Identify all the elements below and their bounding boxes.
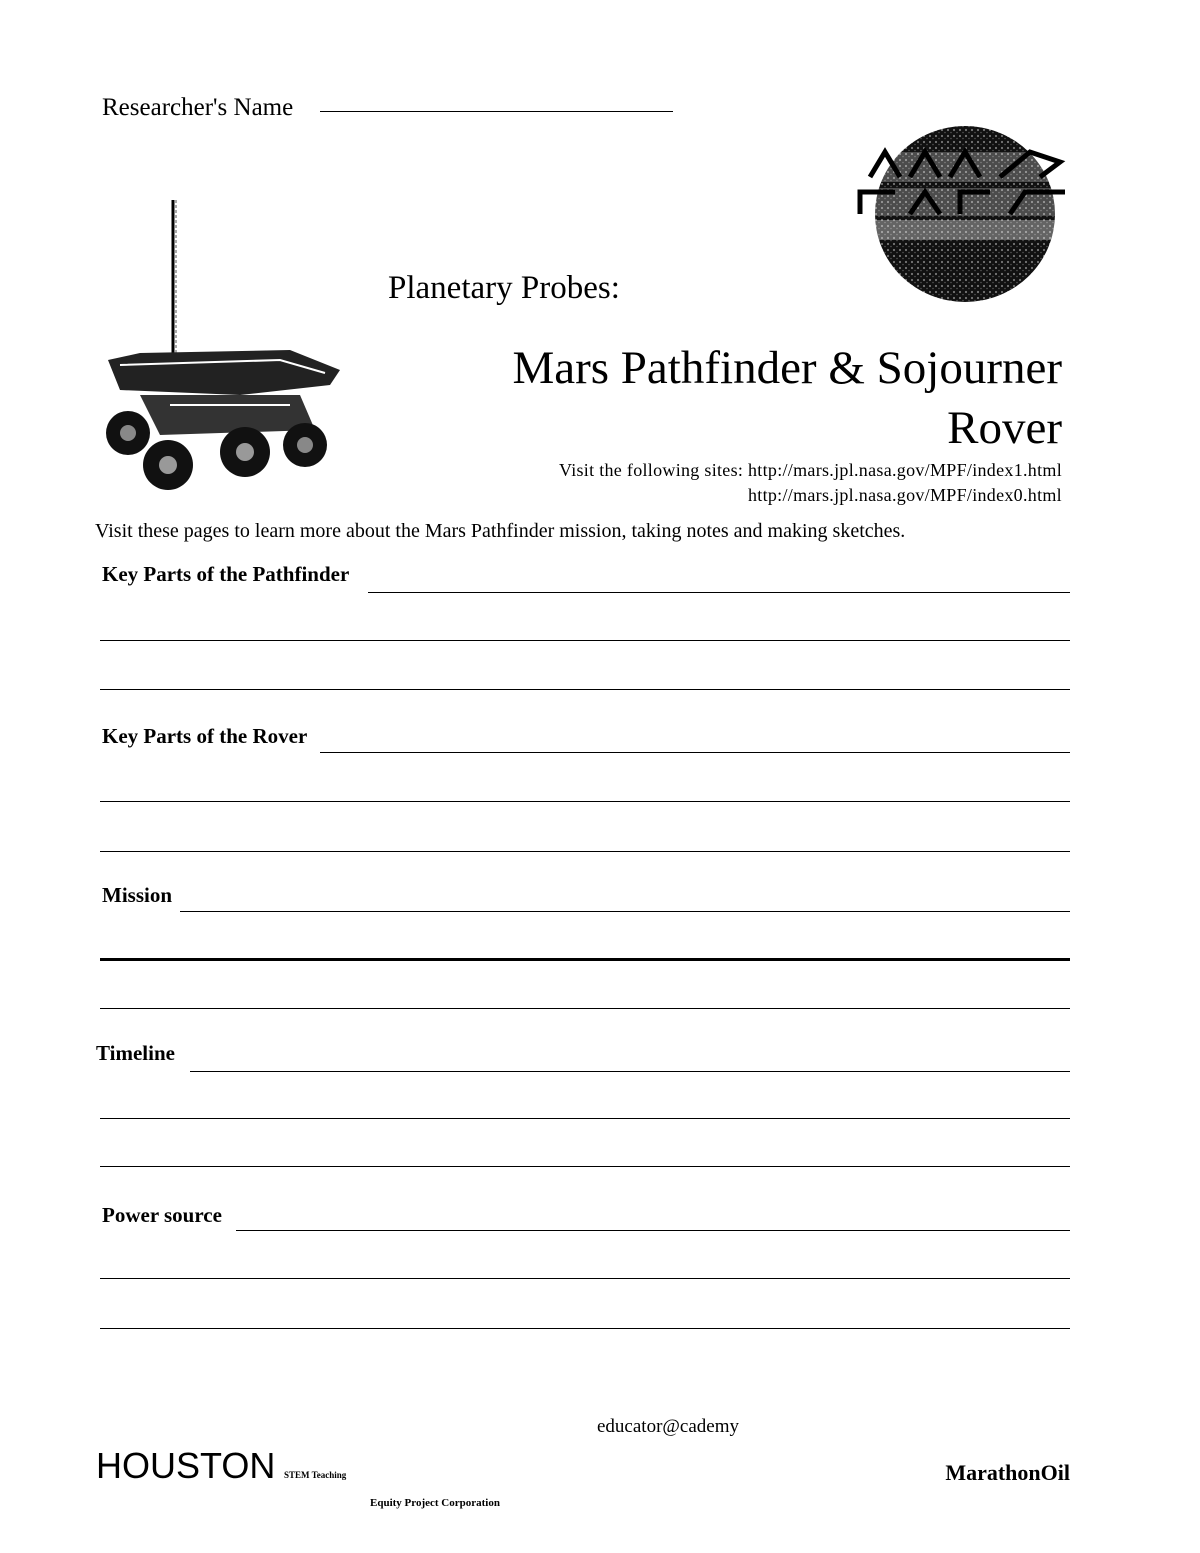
writing-line[interactable] [100,801,1070,802]
section-label-timeline: Timeline [96,1041,175,1065]
writing-line[interactable] [100,1328,1070,1329]
writing-line[interactable] [190,1071,1070,1072]
title-line-1: Mars Pathfinder & Sojourner [512,342,1062,394]
equity-project-text: Equity Project Corporation [370,1497,500,1509]
writing-line[interactable] [100,689,1070,690]
intro-text: Visit these pages to learn more about the Mars Pathfinder mission, taking notes and making sketches. [95,520,906,542]
researcher-name-label: Researcher's Name [102,94,294,121]
mars-pathfinder-logo [850,122,1075,304]
writing-line[interactable] [320,752,1070,753]
stem-teaching-text: STEM Teaching [284,1470,347,1480]
researcher-name-line[interactable] [320,111,673,112]
sites-line-1: Visit the following sites: http://mars.jpl.nasa.gov/MPF/index1.html [558,460,1062,480]
section-label-pathfinder: Key Parts of the Pathfinder [102,562,350,586]
writing-line[interactable] [180,911,1070,912]
rover-image [100,195,345,495]
writing-line[interactable] [100,1118,1070,1119]
houston-logo-text: HOUSTON [96,1445,276,1486]
footer-email: educator@cademy [597,1416,739,1437]
sites-block [559,458,1062,508]
writing-line[interactable] [100,1278,1070,1279]
marathon-oil-text: MarathonOil [945,1460,1070,1485]
sites-line-2: http://mars.jpl.nasa.gov/MPF/index0.html [747,485,1062,505]
writing-line[interactable] [100,958,1070,961]
writing-line[interactable] [368,592,1070,593]
section-label-rover: Key Parts of the Rover [102,724,308,748]
writing-line[interactable] [100,851,1070,852]
title-line-2: Rover [947,402,1062,454]
section-label-power-source: Power source [102,1203,222,1227]
writing-line[interactable] [100,1008,1070,1009]
page-title [512,338,1062,458]
subtitle: Planetary Probes: [388,270,620,306]
writing-line[interactable] [100,640,1070,641]
writing-line[interactable] [236,1230,1070,1231]
section-label-mission: Mission [102,883,173,907]
writing-line[interactable] [100,1166,1070,1167]
